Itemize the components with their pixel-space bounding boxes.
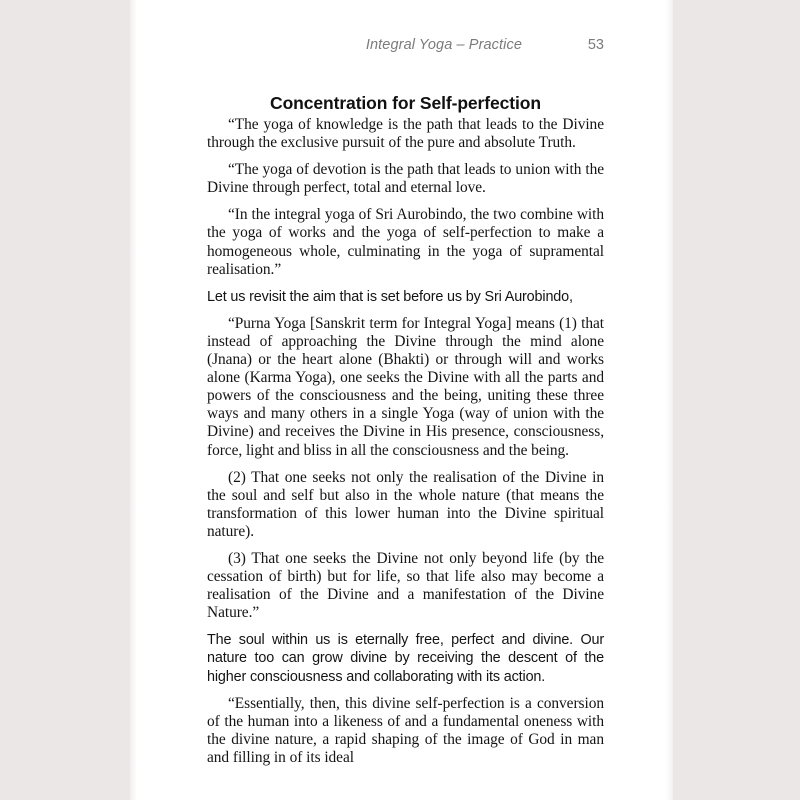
- paragraph-revisit-aim: Let us revisit the aim that is set before us by Sri Aurobindo,: [207, 288, 573, 305]
- paragraph-integral-yoga: “In the integral yoga of Sri Aurobindo, the two combine with the yoga of works and the yoga of self-perfection to make a homogeneous whole, culminating in the yoga of supramental realisation.”: [207, 206, 604, 278]
- paragraph-point-two: (2) That one seeks not only the realisation of the Divine in the soul and self but also in the whole nature (that means the transformation of this lower human into the Divine spiritual nature).: [207, 468, 604, 540]
- section-heading: Concentration for Self-perfection: [270, 92, 541, 113]
- paragraph-yoga-of-knowledge: “The yoga of knowledge is the path that leads to the Divine through the exclusive pursuit of the pure and absolute Truth.: [207, 116, 604, 152]
- paragraph-soul-within-us: The soul within us is eternally free, perfect and divine. Our nature too can grow divine by receiving the descent of the higher consciousness and collaborating with its action.: [207, 632, 604, 685]
- paragraph-purna-yoga: “Purna Yoga [Sanskrit term for Integral Yoga] means (1) that instead of approaching the Divine through the mind alone (Jnana) or the heart alone (Bhakti) or through will and works alone (Karma Yoga), one seeks the Divine with all the parts and powers of the consciousness and the being, uniting these three ways and many others in a single Yoga (way of union with the Divine) and receives the Divine in His presence, consciousness, force, light and bliss in all the consciousness and the being.: [207, 314, 604, 459]
- body-text-column: [207, 116, 604, 767]
- paragraph-yoga-of-devotion: “The yoga of devotion is the path that leads to union with the Divine through perfect, total and eternal love.: [207, 161, 604, 197]
- running-header-title: Integral Yoga – Practice: [365, 37, 522, 53]
- running-header: [207, 37, 604, 55]
- page-number: 53: [587, 37, 604, 53]
- paragraph-essentially-self-perfection: “Essentially, then, this divine self-perfection is a conversion of the human into a likeness of and a fundamental oneness with the divine nature, a rapid shaping of the image of God in man and filling in of its ideal: [207, 694, 604, 766]
- book-page-sheet: [130, 0, 673, 800]
- paragraph-point-three: (3) That one seeks the Divine not only beyond life (by the cessation of birth) but for life, so that life also may become a realisation of the Divine and a manifestation of the Divine Nature.”: [207, 549, 604, 622]
